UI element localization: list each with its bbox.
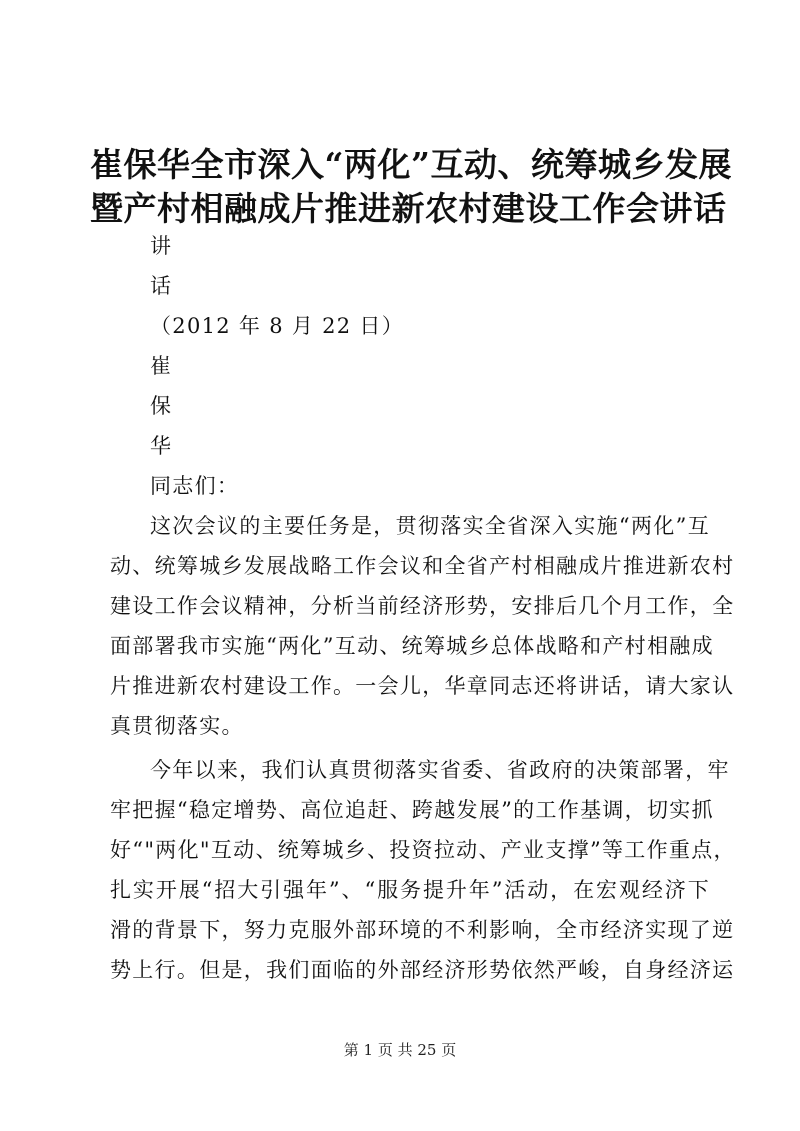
document-title-line-2: 暨产村相融成片推进新农村建设工作会讲话 xyxy=(90,189,727,228)
paragraph-2-line-3: 好“"两化"互动、统筹城乡、投资拉动、产业支撑”等工作重点， xyxy=(110,838,736,862)
speech-label-char-2: 话 xyxy=(150,274,173,298)
paragraph-2-line-6: 势上行。但是，我们面临的外部经济形势依然严峻，自身经济运 xyxy=(110,958,735,982)
page-number-footer: 第 1 页 共 25 页 xyxy=(343,1041,457,1059)
paragraph-1-line-4: 面部署我市实施“两化”互动、统筹城乡总体战略和产村相融成 xyxy=(110,634,714,658)
paragraph-2-line-2: 牢把握“稳定增势、高位追赶、跨越发展”的工作基调，切实抓 xyxy=(110,798,714,822)
speaker-name-char-1: 崔 xyxy=(150,354,173,378)
paragraph-1-line-6: 真贯彻落实。 xyxy=(110,714,244,738)
speaker-name-char-2: 保 xyxy=(150,394,173,418)
speech-date: （2012 年 8 月 22 日） xyxy=(150,314,405,338)
paragraph-2-line-4: 扎实开展“招大引强年”、“服务提升年”活动，在宏观经济下 xyxy=(110,878,710,902)
speaker-name-char-3: 华 xyxy=(150,434,173,458)
speech-label-char-1: 讲 xyxy=(150,234,173,258)
paragraph-2-line-5: 滑的背景下，努力克服外部环境的不利影响，全市经济实现了逆 xyxy=(110,918,735,942)
paragraph-1-line-2: 动、统筹城乡发展战略工作会议和全省产村相融成片推进新农村 xyxy=(110,554,735,578)
salutation: 同志们： xyxy=(150,474,240,498)
document-title-line-1: 崔保华全市深入“两化”互动、统筹城乡发展 xyxy=(90,145,732,184)
paragraph-1-line-1: 这次会议的主要任务是，贯彻落实全省深入实施“两化”互 xyxy=(150,514,710,538)
paragraph-2-line-1: 今年以来，我们认真贯彻落实省委、省政府的决策部署，牢 xyxy=(150,758,730,782)
paragraph-1-line-3: 建设工作会议精神，分析当前经济形势，安排后几个月工作，全 xyxy=(110,594,735,618)
paragraph-1-line-5: 片推进新农村建设工作。一会儿，华章同志还将讲话，请大家认 xyxy=(110,674,735,698)
